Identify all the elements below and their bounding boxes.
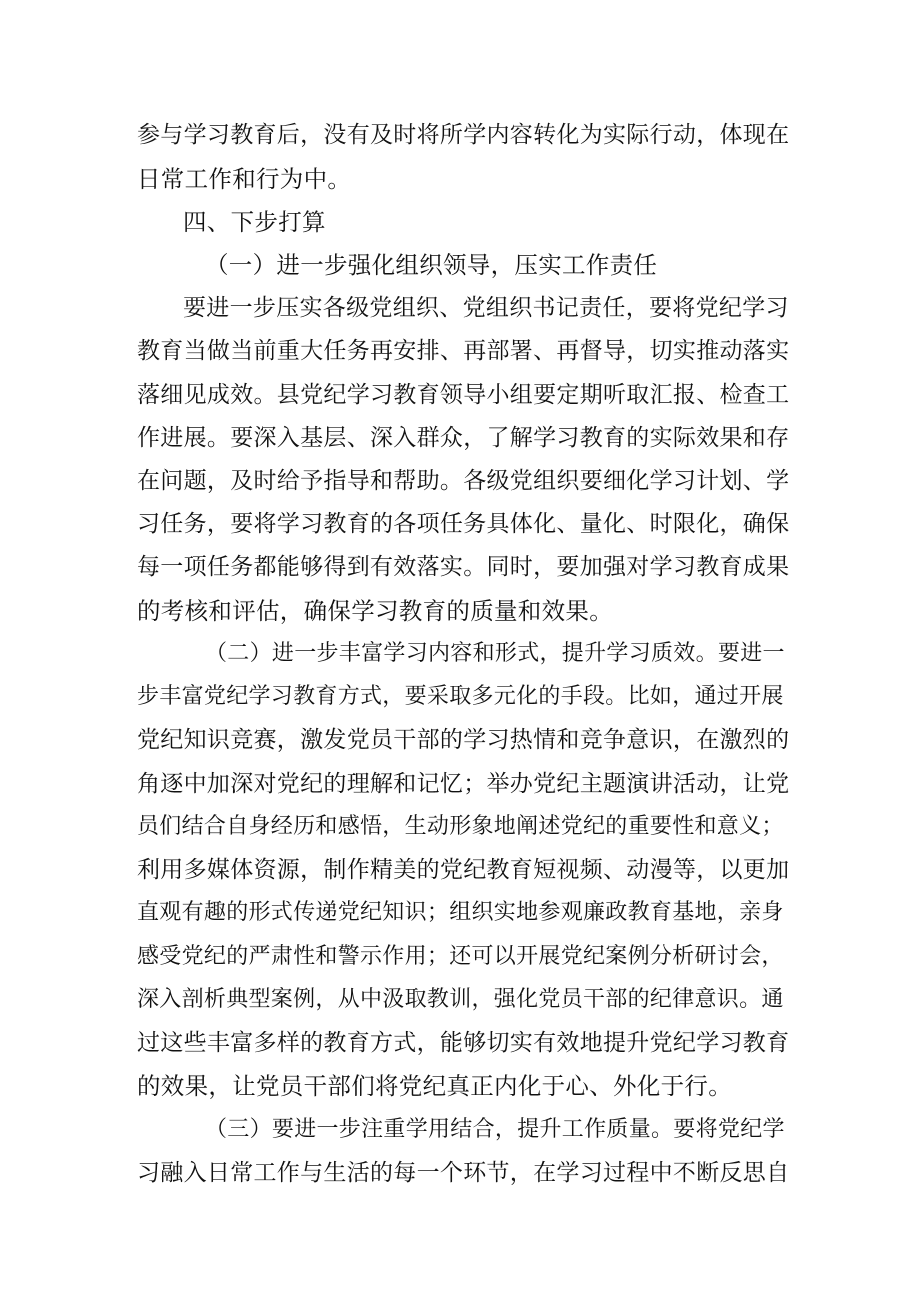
text-line: 要进一步压实各级党组织、党组织书记责任，要将党纪学习 (183, 295, 789, 321)
text-line: 党纪知识竞赛，激发党员干部的学习热情和竞争意识，在激烈的 (137, 727, 790, 753)
text-line: 深入剖析典型案例，从中汲取教训，强化党员干部的纪律意识。通 (137, 987, 784, 1012)
subsection-heading: （一）进一步强化组织领导，压实工作责任 (205, 251, 658, 279)
text-line: 习任务，要将学习教育的各项任务具体化、量化、时限化，确保 (137, 511, 790, 537)
text-line: 过这些丰富多样的教育方式，能够切实有效地提升党纪学习教育 (137, 1030, 790, 1056)
text-line: 直观有趣的形式传递党纪知识；组织实地参观廉政教育基地，亲身 (137, 900, 784, 925)
text-line: 参与学习教育后，没有及时将所学内容转化为实际行动，体现在 (137, 122, 790, 148)
text-line: 感受党纪的严肃性和警示作用；还可以开展党纪案例分析研讨会， (137, 944, 784, 969)
text-line: 每一项任务都能够得到有效落实。同时，要加强对学习教育成果 (137, 554, 790, 580)
text-line: 角逐中加深对党纪的理解和记忆；举办党纪主题演讲活动，让党 (137, 771, 790, 797)
text-line: 作进展。要深入基层、深入群众，了解学习教育的实际效果和存 (137, 425, 790, 451)
text-line: 利用多媒体资源，制作精美的党纪教育短视频、动漫等，以更加 (137, 857, 790, 883)
text-line: 员们结合自身经历和感悟，生动形象地阐述党纪的重要性和意义； (137, 814, 784, 839)
text-line: 的效果，让党员干部们将党纪真正内化于心、外化于行。 (137, 1072, 732, 1100)
text-line: 习融入日常工作与生活的每一个环节，在学习过程中不断反思自 (137, 1160, 790, 1186)
text-line: 步丰富党纪学习教育方式，要采取多元化的手段。比如，通过开展 (137, 684, 784, 709)
text-line: 教育当做当前重大任务再安排、再部署、再督导，切实推动落实 (137, 338, 790, 364)
text-line: 的考核和评估，确保学习教育的质量和效果。 (137, 597, 613, 625)
text-line: 落细见成效。县党纪学习教育领导小组要定期听取汇报、检查工 (137, 382, 790, 408)
subsection-heading: （二）进一步丰富学习内容和形式，提升学习质效。要进一 (205, 641, 785, 666)
subsection-heading: （三）要进一步注重学用结合，提升工作质量。要将党纪学 (205, 1117, 785, 1142)
section-heading: 四、下步打算 (183, 208, 326, 236)
text-line: 日常工作和行为中。 (137, 165, 352, 193)
text-line: 在问题，及时给予指导和帮助。各级党组织要细化学习计划、学 (137, 468, 790, 494)
